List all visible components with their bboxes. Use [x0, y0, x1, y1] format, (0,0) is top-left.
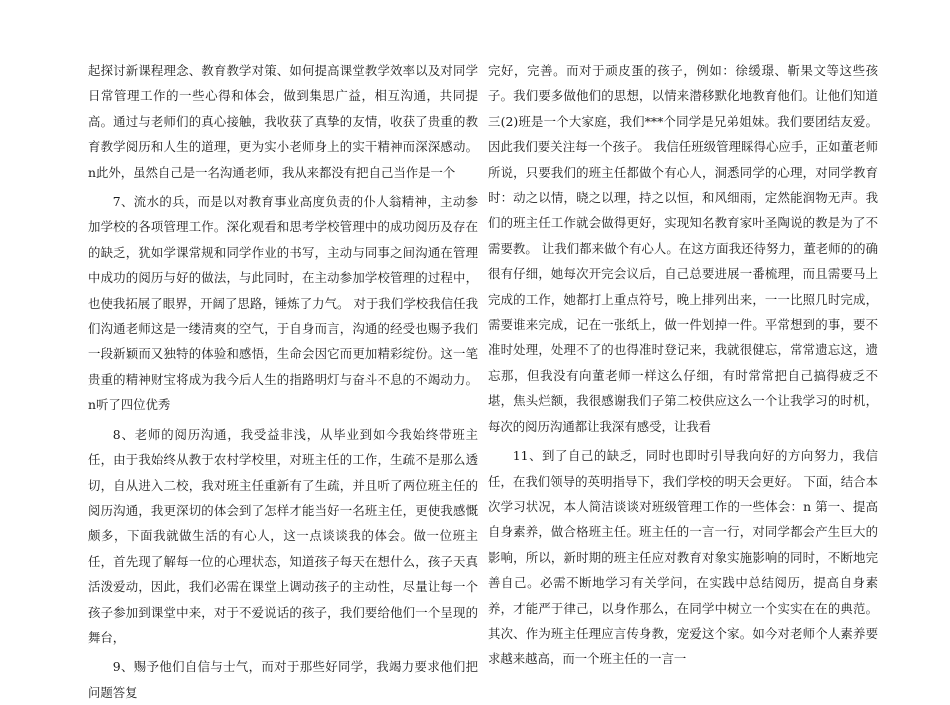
paragraph-11: 11、到了自己的缺乏，同时也即时引导我向好的方向努力，我信任，在我们领导的英明指导下，我们学校的明天会更好。 下面，结合本次学习状况，本人简洁谈谈对班级管理工作的一些体会：n 第一、提高自身素养，做合格班主任。班主任的一言一行，对同学都会产生巨大的影响，所以，新时期的班主任应对教育对象实施影响的同时，不断地完善自己。必需不断地学习有关学问，在实践中总结阅历，提高自身素养，才能严于律己，以身作那么，在同学中树立一个实实在在的典范。 其次、作为班主任理应言传身教，宠爱这个家。如今对老师个人素养要求越来越高，而一个班主任的一言一: [488, 448, 878, 667]
paragraph: 起探讨新课程理念、教育教学对策、如何提高课堂教学效率以及对同学日常管理工作的一些心得和体会，做到集思广益，相互沟通，共同提高。通过与老师们的真心接触，我收获了真挚的友情，收获了贵重的教育教学阅历和人生的道理，更为实小老师身上的实干精神而深深感动。 n此外，虽然自己是一名沟通老师，我从来都没有把自己当作是一个: [88, 63, 478, 180]
paragraph: 完好，完善。而对于顽皮蛋的孩子，例如：徐缓璟、靳果文等这些孩子。我们要多做他们的思想，以情来潜移默化地教育他们。让他们知道三(2)班是一个大家庭，我们***个同学是兄弟姐妹。我们要团结友爱。因此我们要关注每一个孩子。 我信任班级管理睬得心应手，正如董老师所说，只要我们的班主任都做个有心人，洞悉同学的心理，对同学教育时：动之以情，晓之以理，持之以恒，和风细雨，定然能润物无声。我们的班主任工作就会做得更好，实现知名教育家叶圣陶说的教是为了不需要教。 让我们都来做个有心人。在这方面我还待努力，董老师的的确很有仔细，她每次开完会议后，自己总要进展一番梳理，而且需要马上完成的工作，她都打上重点符号，晚上排列出来，一一比照几时完成，需要谁来完成，记在一张纸上，做一件划掉一件。平常想到的事，要不准时处理，处理不了的也得准时登记来，我就很健忘，常常遗忘这，遗忘那，但我没有向董老师一样这么仔细，有时常常把自己搞得疲乏不堪，焦头烂额，我很感谢我们子第二校供应这么一个让我学习的时机，每次的阅历沟通都让我深有感受，让我看: [488, 63, 878, 434]
paragraph-8: 8、老师的阅历沟通，我受益非浅，从毕业到如今我始终带班主任，由于我始终从教于农村学校里，对班主任的工作，生疏不是那么透切，自从进入二校，我对班主任重新有了生疏，并且听了两位班主任的阅历沟通，我更深切的体会到了怎样才能当好一名班主任，更使我感慨颇多，下面我就做生活的有心人，这一点谈谈我的体会。做一位班主任，首先现了解每一位的心理状态，知道孩子每天在想什么，孩子天真活泼爱动，因此，我们必需在课堂上调动孩子的主动性，尽量让每一个孩子参加到课堂中来，对于不爱说话的孩子，我们要给他们一个呈现的舞台，: [88, 426, 478, 645]
paragraph-9: 9、赐予他们自信与士气，而对于那些好同学，我竭力要求他们把问题答复: [88, 659, 478, 700]
left-column: [88, 58, 478, 705]
right-column: [488, 58, 878, 672]
paragraph-7: 7、流水的兵，而是以对教育事业高度负责的仆人翁精神，主动参加学校的各项管理工作。深化观看和思考学校管理中的成功阅历及存在的缺乏，犹如学课常规和同学作业的书写，主动与同事之间沟通在管理中成功的阅历与好的做法，与此同时，在主动参加学校管理的过程中，也使我拓展了眼界，开阔了思路，锤炼了力气。 对于我们学校我信任我们沟通老师这是一缕清爽的空气，于自身而言，沟通的经受也赐予我们一段新颖而又独特的体验和感悟，生命会因它而更加精彩绽份。这一笔贵重的精神财宝将成为我今后人生的指路明灯与奋斗不息的不竭动力。 n听了四位优秀: [88, 194, 478, 413]
